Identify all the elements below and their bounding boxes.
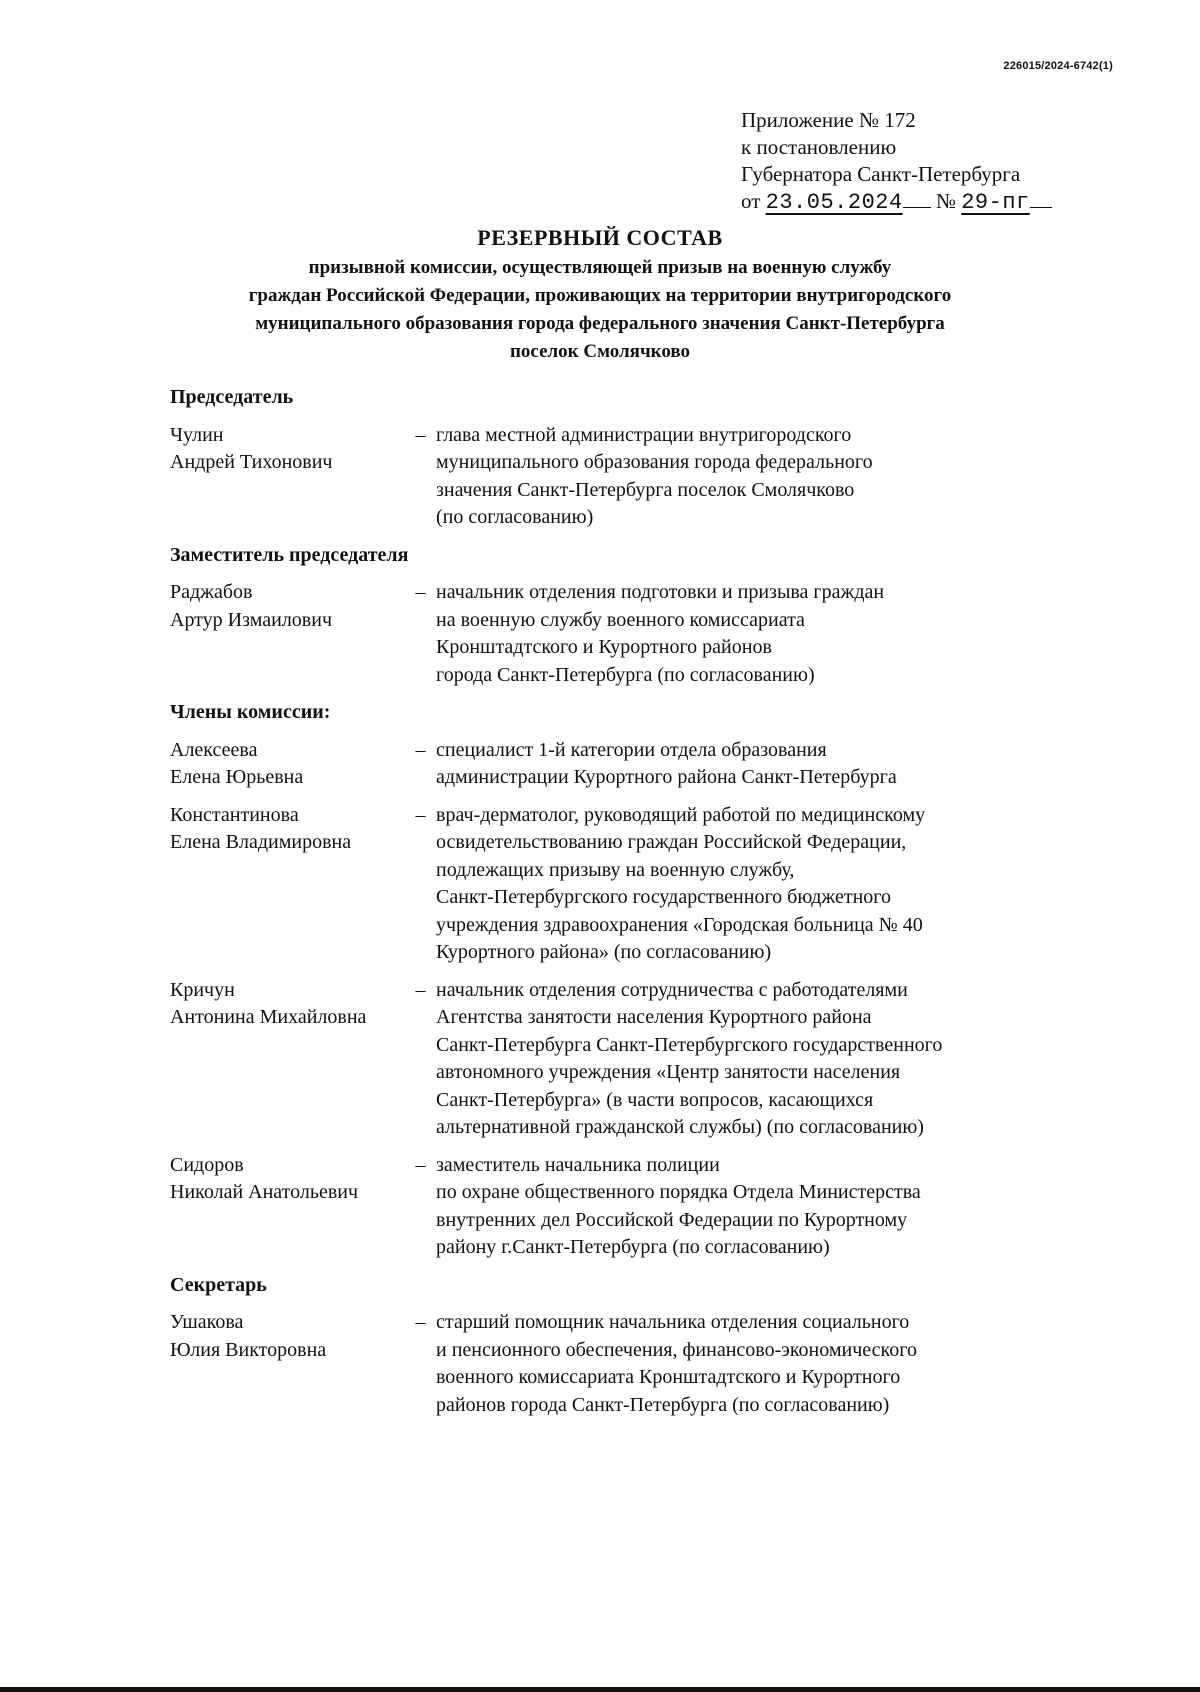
position-line: начальник отделения подготовки и призыва граждан (436, 581, 885, 603)
member-position (436, 977, 1100, 1142)
position-line: администрации Курортного района Санкт-Петербурга (436, 766, 897, 788)
date-underline (903, 207, 931, 208)
position-line: подлежащих призыву на военную службу, (436, 858, 795, 881)
position-line: врач-дерматолог, руководящий работой по медицинскому (436, 803, 926, 826)
section-heading-deputy: Заместитель председателя (170, 543, 409, 566)
member-surname: Кричун (170, 978, 235, 1001)
dash-separator: – (415, 1311, 426, 1333)
member-position (436, 422, 1100, 532)
number-prefix: № (935, 189, 956, 213)
decree-date: 23.05.2024 (765, 190, 903, 215)
position-line: району г.Санкт-Петербурга (по согласованию) (436, 1236, 830, 1258)
member-given-names: Юлия Викторовна (170, 1338, 327, 1361)
member-surname: Раджабов (170, 581, 253, 603)
document-title: РЕЗЕРВНЫЙ СОСТАВ (477, 225, 723, 250)
page-bottom-edge (0, 1687, 1200, 1692)
position-line: Санкт-Петербурга» (в части вопросов, касающихся (436, 1088, 874, 1111)
member-entry (170, 1309, 1100, 1419)
dash-separator: – (415, 978, 426, 1001)
appendix-line-1: Приложение № 172 (741, 108, 916, 132)
document-subtitle (150, 254, 1050, 366)
position-line: по охране общественного порядка Отдела Министерства (436, 1181, 921, 1203)
position-line: внутренних дел Российской Федерации по Курортному (436, 1208, 908, 1231)
appendix-block (741, 107, 1052, 216)
member-given-names: Елена Владимировна (170, 831, 352, 853)
position-line: автономного учреждения «Центр занятости населения (436, 1061, 901, 1083)
subtitle-line: муниципального образования города федерального значения Санкт-Петербурга (255, 313, 945, 334)
member-name (170, 802, 405, 967)
position-line: районов города Санкт-Петербурга (по согласованию) (436, 1393, 890, 1416)
section-heading-chairman: Председатель (170, 386, 294, 408)
appendix-line-2: к постановлению (741, 135, 897, 159)
position-line: Агентства занятости населения Курортного района (436, 1006, 872, 1028)
dash-separator: – (415, 423, 426, 446)
position-line: Кронштадтского и Курортного районов (436, 636, 772, 658)
position-line: Санкт-Петербургского государственного бюджетного (436, 886, 892, 908)
subtitle-line: призывной комиссии, осуществляющей призыв на военную службу (308, 257, 892, 278)
commission-list (170, 384, 1100, 1429)
subtitle-line: граждан Российской Федерации, проживающих на территории внутригородского (248, 285, 952, 306)
decree-number: 29-пг (961, 190, 1030, 215)
member-position (436, 579, 1100, 689)
member-given-names: Николай Анатольевич (170, 1181, 359, 1203)
appendix-line-3: Губернатора Санкт-Петербурга (741, 162, 1021, 186)
document-number: 226015/2024-6742(1) (1003, 60, 1113, 72)
member-surname: Алексеева (170, 738, 258, 761)
dash-separator: – (415, 581, 426, 603)
position-line: Курортного района» (по согласованию) (436, 941, 772, 963)
member-given-names: Артур Измаилович (170, 608, 333, 631)
dash-separator: – (415, 803, 426, 826)
position-line: на военную службу военного комиссариата (436, 608, 805, 631)
member-entry (170, 579, 1100, 689)
position-line: значения Санкт-Петербурга поселок Смолячково (436, 478, 855, 501)
member-entry (170, 977, 1100, 1142)
member-name (170, 579, 405, 689)
member-entry (170, 737, 1100, 792)
dash-separator: – (415, 738, 426, 761)
member-entry (170, 1152, 1100, 1262)
member-position (436, 737, 1100, 792)
section-heading-members: Члены комиссии: (170, 701, 331, 723)
member-name (170, 737, 405, 792)
appendix-date-line (741, 188, 1052, 216)
position-line: учреждения здравоохранения «Городская больница № 40 (436, 913, 923, 936)
member-given-names: Андрей Тихонович (170, 451, 333, 473)
position-line: альтернативной гражданской службы) (по согласованию) (436, 1116, 924, 1138)
dash-separator: – (415, 1153, 426, 1176)
member-entry (170, 802, 1100, 967)
member-given-names: Елена Юрьевна (170, 766, 304, 788)
member-position (436, 1309, 1100, 1419)
position-line: города Санкт-Петербурга (по согласованию) (436, 663, 815, 686)
member-position (436, 1152, 1100, 1262)
member-entry (170, 422, 1100, 532)
date-prefix: от (741, 189, 761, 213)
position-line: Санкт-Петербурга Санкт-Петербургского государственного (436, 1033, 943, 1056)
member-surname: Чулин (170, 423, 224, 446)
subtitle-line: поселок Смолячково (509, 341, 691, 362)
position-line: (по согласованию) (436, 506, 594, 528)
position-line: освидетельствованию граждан Российской Федерации, (436, 831, 907, 853)
position-line: военного комиссариата Кронштадтского и Курортного (436, 1366, 901, 1388)
member-surname: Ушакова (170, 1311, 244, 1333)
member-name (170, 977, 405, 1142)
number-underline (1030, 207, 1052, 208)
member-surname: Сидоров (170, 1153, 244, 1176)
member-given-names: Антонина Михайловна (170, 1006, 367, 1028)
position-line: старший помощник начальника отделения социального (436, 1311, 910, 1333)
member-position (436, 802, 1100, 967)
member-name (170, 1152, 405, 1262)
position-line: муниципального образования города федерального (436, 451, 873, 473)
position-line: начальник отделения сотрудничества с работодателями (436, 978, 908, 1001)
position-line: заместитель начальника полиции (436, 1153, 720, 1176)
position-line: и пенсионного обеспечения, финансово-экономического (436, 1338, 917, 1361)
position-line: глава местной администрации внутригородского (436, 423, 852, 446)
member-name (170, 1309, 405, 1419)
position-line: специалист 1-й категории отдела образования (436, 738, 827, 761)
section-heading-secretary: Секретарь (170, 1273, 267, 1296)
member-surname: Константинова (170, 803, 299, 826)
member-name (170, 422, 405, 532)
